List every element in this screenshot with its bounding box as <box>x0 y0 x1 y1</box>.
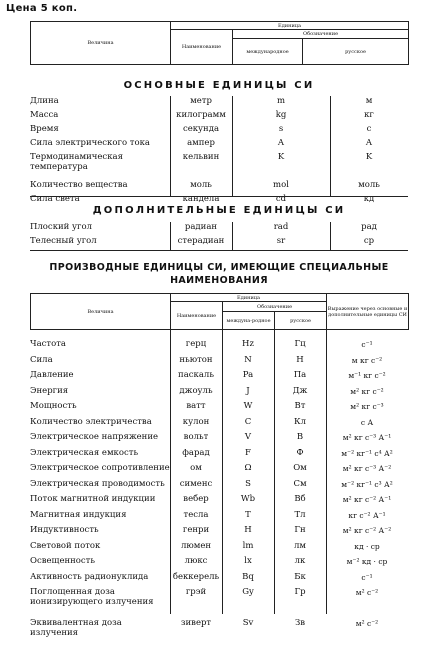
table1-header <box>30 21 409 65</box>
quantity-name: Сила света <box>30 194 80 204</box>
unit-expression: м⁻² кг⁻¹ с³ А² <box>341 479 393 489</box>
unit-name: герц <box>185 339 207 349</box>
quantity-name: Эквивалентная доза излучения <box>30 618 122 638</box>
table-row <box>30 401 408 417</box>
unit-name: генри <box>182 525 210 535</box>
table-row <box>30 339 408 355</box>
derived-header-unit: Единица <box>171 294 327 302</box>
unit-symbol-russian: Гц <box>294 339 306 349</box>
unit-name: зиверт <box>180 618 212 628</box>
unit-name: грэй <box>185 587 207 597</box>
unit-expression: м² кг с⁻³ А⁻¹ <box>342 433 392 442</box>
table-row <box>30 587 408 618</box>
unit-symbol-russian: Н <box>296 354 304 365</box>
unit-symbol-international: W <box>243 401 253 411</box>
unit-symbol-russian: лк <box>294 556 306 566</box>
unit-name: ватт <box>186 401 206 411</box>
derived-header-designation: Обозначение <box>223 302 327 312</box>
unit-symbol-russian: Ф <box>296 447 304 458</box>
unit-symbol-international: sr <box>276 236 286 246</box>
quantity-name: Световой поток <box>30 540 101 551</box>
unit-expression: м² с⁻² <box>355 588 379 597</box>
column-rule <box>232 222 233 250</box>
unit-symbol-international: T <box>245 509 251 520</box>
unit-symbol-russian: Ом <box>293 463 307 473</box>
unit-name: метр <box>190 96 212 106</box>
unit-symbol-international: lx <box>244 556 252 566</box>
unit-symbol-international: H <box>244 525 252 535</box>
unit-symbol-russian: Дж <box>292 385 308 396</box>
unit-name: килограмм <box>176 110 226 120</box>
unit-name: кельвин <box>182 152 220 162</box>
unit-expression: м⁻¹ кг с⁻² <box>348 371 386 380</box>
unit-symbol-international: K <box>277 152 285 162</box>
unit-symbol-international: Wb <box>240 494 256 504</box>
unit-name: фарад <box>182 447 210 458</box>
quantity-name: Электрическая проводимость <box>30 478 165 489</box>
quantity-name: Телесный угол <box>30 236 97 246</box>
quantity-name: Время <box>30 124 59 134</box>
unit-expression: м² кг с⁻² <box>350 386 384 396</box>
unit-expression: с⁻¹ <box>361 572 373 582</box>
unit-symbol-international: s <box>278 124 284 134</box>
table-row <box>30 180 408 194</box>
unit-name: стерадиан <box>177 236 225 246</box>
unit-symbol-international: V <box>244 432 252 442</box>
quantity-name: Электрическое напряжение <box>30 432 159 442</box>
unit-name: вольт <box>183 432 209 442</box>
unit-symbol-russian: Кл <box>294 416 306 427</box>
unit-expression: м² с⁻² <box>355 619 379 628</box>
table-row <box>30 463 408 479</box>
unit-name: кулон <box>182 416 210 427</box>
unit-symbol-russian: Вб <box>294 494 306 504</box>
unit-symbol-russian: рад <box>361 222 377 232</box>
unit-symbol-russian: Вт <box>294 401 306 411</box>
quantity-name: Сила <box>30 354 53 365</box>
unit-symbol-russian: ср <box>363 236 375 246</box>
unit-symbol-international: C <box>244 416 252 427</box>
unit-expression: с⁻¹ <box>361 340 373 349</box>
unit-expression: м⁻² кг⁻¹ с⁴ А² <box>341 448 393 458</box>
table-row <box>30 432 408 448</box>
table-row <box>30 96 408 110</box>
unit-symbol-russian: См <box>293 478 307 489</box>
unit-symbol-international: Hz <box>242 339 254 349</box>
unit-symbol-international: Ω <box>244 463 252 473</box>
unit-expression: с А <box>360 417 374 427</box>
quantity-name: Поглощенная доза ионизирующего излучения <box>30 587 154 607</box>
unit-expression: м⁻² кд · ср <box>346 557 388 566</box>
quantity-name: Частота <box>30 339 66 349</box>
unit-name: вебер <box>183 494 209 504</box>
unit-symbol-international: m <box>276 96 286 106</box>
unit-symbol-international: S <box>245 478 251 489</box>
unit-symbol-russian: Зв <box>294 618 306 628</box>
header-designation: Обозначение <box>233 30 409 39</box>
unit-symbol-russian: кг <box>364 110 374 120</box>
basic-units-list <box>30 96 408 208</box>
table-row <box>30 152 408 180</box>
unit-symbol-international: Bq <box>242 571 254 582</box>
table-row <box>30 556 408 572</box>
unit-symbol-russian: В <box>296 432 304 442</box>
unit-symbol-international: cd <box>275 194 287 204</box>
divider <box>30 250 408 251</box>
unit-symbol-russian: A <box>365 138 373 148</box>
column-rule <box>274 329 275 614</box>
quantity-name: Сила электрического тока <box>30 138 150 148</box>
unit-name: люкс <box>184 556 208 566</box>
quantity-name: Энергия <box>30 385 69 396</box>
unit-symbol-international: lm <box>242 540 254 551</box>
table-row <box>30 572 408 588</box>
unit-name: паскаль <box>178 370 214 380</box>
header-unit: Единица <box>171 22 409 30</box>
unit-name: беккерель <box>172 571 220 582</box>
section-basic-title: ОСНОВНЫЕ ЕДИНИЦЫ СИ <box>123 80 315 91</box>
table-row <box>30 370 408 386</box>
unit-expression: м² кг с⁻³ А⁻² <box>342 464 392 473</box>
quantity-name: Термодинамическая температура <box>30 152 123 172</box>
unit-symbol-russian: кд <box>363 194 375 204</box>
unit-symbol-russian: с <box>366 124 372 134</box>
table-row <box>30 448 408 464</box>
table-row <box>30 222 408 236</box>
unit-symbol-russian: Тл <box>294 509 306 520</box>
unit-symbol-russian: Гр <box>294 587 306 597</box>
unit-symbol-international: N <box>244 354 252 365</box>
price-label: Цена 5 коп. <box>6 3 78 14</box>
column-rule <box>232 96 233 196</box>
quantity-name: Активность радионуклида <box>30 571 149 582</box>
unit-symbol-russian: Гн <box>294 525 306 535</box>
unit-expression: м кг с⁻² <box>351 355 383 365</box>
column-rule <box>170 329 171 614</box>
derived-header-name: Наименование <box>171 302 223 330</box>
derived-header-russian: русское <box>275 312 327 330</box>
table-row <box>30 525 408 541</box>
unit-name: тесла <box>183 509 209 520</box>
quantity-name: Масса <box>30 110 59 120</box>
unit-name: сименс <box>179 478 213 489</box>
unit-name: моль <box>190 180 212 190</box>
derived-header <box>30 293 409 330</box>
unit-expression: м² кг с⁻³ <box>350 402 384 411</box>
section-derived-title-2: НАИМЕНОВАНИЯ <box>170 275 268 286</box>
header-russian: русское <box>303 39 409 65</box>
quantity-name: Магнитная индукция <box>30 509 127 520</box>
derived-header-international: междуна-родное <box>223 312 275 330</box>
quantity-name: Плоский угол <box>30 222 93 232</box>
unit-symbol-international: J <box>246 385 250 396</box>
unit-expression: м² кг с⁻² А⁻¹ <box>342 495 392 504</box>
column-rule <box>170 96 171 196</box>
unit-name: ом <box>190 463 202 473</box>
supp-units-list <box>30 222 408 250</box>
unit-symbol-russian: моль <box>358 180 380 190</box>
unit-symbol-russian: K <box>365 152 373 162</box>
table-row <box>30 110 408 124</box>
unit-name: ампер <box>187 138 215 148</box>
quantity-name: Поток магнитной индукции <box>30 494 156 504</box>
quantity-name: Количество вещества <box>30 180 128 190</box>
derived-units-list <box>30 339 408 649</box>
unit-name: радиан <box>184 222 218 232</box>
table-row <box>30 541 408 557</box>
table-row <box>30 138 408 152</box>
unit-symbol-international: A <box>277 138 285 148</box>
section-derived-title-1: ПРОИЗВОДНЫЕ ЕДИНИЦЫ СИ, ИМЕЮЩИЕ СПЕЦИАЛЬНЫЕ <box>49 262 389 273</box>
table-row <box>30 618 408 649</box>
column-rule <box>330 96 331 196</box>
unit-symbol-international: rad <box>273 222 289 232</box>
unit-symbol-international: mol <box>273 180 289 190</box>
header-name: Наименование <box>171 30 233 65</box>
unit-symbol-international: Sv <box>242 618 254 628</box>
table-row <box>30 386 408 402</box>
divider <box>30 196 408 197</box>
table-row <box>30 124 408 138</box>
unit-symbol-international: Gy <box>242 587 254 597</box>
unit-symbol-international: kg <box>275 110 287 120</box>
table-row <box>30 355 408 371</box>
unit-name: люмен <box>180 540 212 551</box>
column-rule <box>170 222 171 250</box>
table-row <box>30 510 408 526</box>
header-international: международное <box>233 39 303 65</box>
column-rule <box>222 329 223 614</box>
quantity-name: Индуктивность <box>30 525 99 535</box>
unit-symbol-russian: Бк <box>294 571 306 582</box>
unit-symbol-russian: лм <box>293 540 306 551</box>
quantity-name: Электрическое сопротивление <box>30 463 170 473</box>
unit-symbol-international: F <box>245 447 251 458</box>
derived-header-quantity: Величина <box>31 294 171 330</box>
unit-symbol-russian: м <box>365 96 373 106</box>
table-row <box>30 494 408 510</box>
unit-name: секунда <box>182 124 220 134</box>
unit-expression: кд · ср <box>354 541 380 551</box>
table-row <box>30 479 408 495</box>
quantity-name: Количество электричества <box>30 416 152 427</box>
unit-name: ньютон <box>179 354 213 365</box>
table-row <box>30 417 408 433</box>
quantity-name: Мощность <box>30 401 77 411</box>
unit-name: кандела <box>182 194 220 204</box>
header-quantity: Величина <box>31 22 171 65</box>
quantity-name: Электрическая емкость <box>30 447 139 458</box>
unit-symbol-international: Pa <box>242 370 254 380</box>
table-row <box>30 236 408 250</box>
unit-expression: кг с⁻² А⁻¹ <box>348 510 386 520</box>
quantity-name: Освещенность <box>30 556 96 566</box>
section-supp-title: ДОПОЛНИТЕЛЬНЫЕ ЕДИНИЦЫ СИ <box>92 205 346 216</box>
derived-header-expression: Выражение через основные и дополнительные единицы СИ <box>327 294 409 330</box>
unit-expression: м² кг с⁻² А⁻² <box>342 526 392 535</box>
quantity-name: Длина <box>30 96 59 106</box>
unit-symbol-russian: Па <box>293 370 307 380</box>
quantity-name: Давление <box>30 370 74 380</box>
column-rule <box>326 329 327 614</box>
column-rule <box>330 222 331 250</box>
unit-name: джоуль <box>179 385 213 396</box>
